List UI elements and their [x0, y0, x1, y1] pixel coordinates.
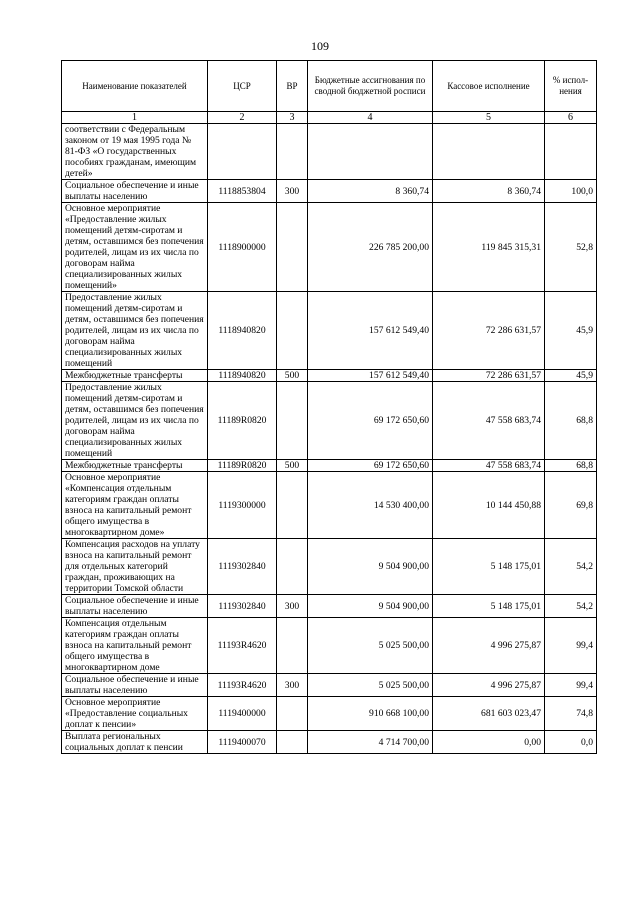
header-vr: ВР: [277, 61, 308, 112]
table-row: [62, 697, 597, 731]
header-name: Наименование показателей: [62, 61, 208, 112]
cell-percent: 45,9: [545, 292, 597, 370]
column-number: 4: [308, 112, 433, 124]
cell-vr: [277, 472, 308, 539]
column-number: 6: [545, 112, 597, 124]
cell-cash: 5 148 175,01: [433, 539, 545, 595]
cell-csr: [208, 124, 277, 180]
cell-percent: 54,2: [545, 539, 597, 595]
cell-csr: 1118900000: [208, 203, 277, 292]
cell-vr: [277, 124, 308, 180]
header-budget: Бюджетные ассигнования по сводной бюджетной росписи: [308, 61, 433, 112]
table-header-row: [62, 61, 597, 112]
header-csr: ЦСР: [208, 61, 277, 112]
cell-csr: 1118940820: [208, 292, 277, 370]
cell-vr: 300: [277, 180, 308, 203]
cell-name: Межбюджетные трансферты: [62, 460, 208, 472]
cell-csr: 1119300000: [208, 472, 277, 539]
budget-table: [61, 60, 597, 754]
cell-budget: 910 668 100,00: [308, 697, 433, 731]
cell-name: Основное мероприятие «Предоставление жилых помещений детям-сиротам и детям, оставшимся без попечения родителей, лицам из их числа по договорам найма специализированных жилых помещений»: [62, 203, 208, 292]
cell-percent: 99,4: [545, 618, 597, 674]
cell-name: Межбюджетные трансферты: [62, 370, 208, 382]
cell-name: Социальное обеспечение и иные выплаты населению: [62, 180, 208, 203]
cell-vr: [277, 539, 308, 595]
cell-percent: 74,8: [545, 697, 597, 731]
table-row: [62, 674, 597, 697]
cell-vr: [277, 618, 308, 674]
header-percent: % испол-нения: [545, 61, 597, 112]
cell-vr: 500: [277, 370, 308, 382]
cell-csr: 1119400000: [208, 697, 277, 731]
cell-budget: 157 612 549,40: [308, 370, 433, 382]
cell-budget: 5 025 500,00: [308, 674, 433, 697]
cell-budget: 9 504 900,00: [308, 539, 433, 595]
cell-csr: 1118853804: [208, 180, 277, 203]
cell-csr: 1118940820: [208, 370, 277, 382]
cell-budget: 69 172 650,60: [308, 382, 433, 460]
cell-percent: 54,2: [545, 595, 597, 618]
cell-percent: 52,8: [545, 203, 597, 292]
cell-budget: [308, 124, 433, 180]
column-number: 5: [433, 112, 545, 124]
table-row: [62, 539, 597, 595]
cell-vr: [277, 731, 308, 754]
table-row: [62, 124, 597, 180]
table-row: [62, 382, 597, 460]
column-number: 1: [62, 112, 208, 124]
cell-name: Основное мероприятие «Компенсация отдельным категориям граждан оплаты взноса на капитальный ремонт общего имущества в многоквартирном доме»: [62, 472, 208, 539]
cell-budget: 157 612 549,40: [308, 292, 433, 370]
column-number-row: [62, 112, 597, 124]
header-cash: Кассовое исполнение: [433, 61, 545, 112]
cell-cash: 0,00: [433, 731, 545, 754]
cell-percent: 68,8: [545, 382, 597, 460]
cell-budget: 9 504 900,00: [308, 595, 433, 618]
cell-csr: 1119302840: [208, 539, 277, 595]
cell-vr: 300: [277, 674, 308, 697]
cell-cash: 72 286 631,57: [433, 370, 545, 382]
cell-budget: 5 025 500,00: [308, 618, 433, 674]
cell-csr: 11189R0820: [208, 460, 277, 472]
table-row: [62, 472, 597, 539]
cell-percent: [545, 124, 597, 180]
cell-budget: 14 530 400,00: [308, 472, 433, 539]
cell-percent: 45,9: [545, 370, 597, 382]
cell-percent: 68,8: [545, 460, 597, 472]
cell-percent: 0,0: [545, 731, 597, 754]
cell-cash: 72 286 631,57: [433, 292, 545, 370]
cell-cash: [433, 124, 545, 180]
cell-name: Основное мероприятие «Предоставление социальных доплат к пенсии»: [62, 697, 208, 731]
cell-csr: 11193R4620: [208, 618, 277, 674]
cell-csr: 11193R4620: [208, 674, 277, 697]
cell-cash: 119 845 315,31: [433, 203, 545, 292]
table-row: [62, 370, 597, 382]
table-row: [62, 731, 597, 754]
column-number: 3: [277, 112, 308, 124]
cell-csr: 11189R0820: [208, 382, 277, 460]
cell-name: Социальное обеспечение и иные выплаты населению: [62, 595, 208, 618]
cell-vr: [277, 203, 308, 292]
cell-percent: 99,4: [545, 674, 597, 697]
cell-cash: 47 558 683,74: [433, 382, 545, 460]
cell-name: Выплата региональных социальных доплат к пенсии: [62, 731, 208, 754]
cell-name: Предоставление жилых помещений детям-сиротам и детям, оставшимся без попечения родителей, лицам из их числа по договорам найма специализированных жилых помещений: [62, 292, 208, 370]
cell-cash: 681 603 023,47: [433, 697, 545, 731]
table-row: [62, 180, 597, 203]
cell-budget: 226 785 200,00: [308, 203, 433, 292]
cell-cash: 5 148 175,01: [433, 595, 545, 618]
cell-budget: 69 172 650,60: [308, 460, 433, 472]
table-row: [62, 292, 597, 370]
cell-cash: 8 360,74: [433, 180, 545, 203]
cell-budget: 8 360,74: [308, 180, 433, 203]
cell-name: Социальное обеспечение и иные выплаты населению: [62, 674, 208, 697]
cell-csr: 1119400070: [208, 731, 277, 754]
cell-vr: [277, 697, 308, 731]
cell-budget: 4 714 700,00: [308, 731, 433, 754]
page-number: 109: [311, 39, 329, 53]
cell-vr: [277, 292, 308, 370]
cell-vr: 300: [277, 595, 308, 618]
column-number: 2: [208, 112, 277, 124]
cell-name: Компенсация отдельным категориям граждан оплаты взноса на капитальный ремонт общего имущества в многоквартирном доме: [62, 618, 208, 674]
table-row: [62, 595, 597, 618]
cell-cash: 4 996 275,87: [433, 618, 545, 674]
cell-name: соответствии с Федеральным законом от 19 мая 1995 года № 81-ФЗ «О государственных пособиях гражданам, имеющим детей»: [62, 124, 208, 180]
cell-cash: 10 144 450,88: [433, 472, 545, 539]
cell-name: Предоставление жилых помещений детям-сиротам и детям, оставшимся без попечения родителей, лицам из их числа по договорам найма специализированных жилых помещений: [62, 382, 208, 460]
cell-cash: 47 558 683,74: [433, 460, 545, 472]
cell-csr: 1119302840: [208, 595, 277, 618]
table-row: [62, 203, 597, 292]
table-row: [62, 618, 597, 674]
cell-name: Компенсация расходов на уплату взноса на капитальный ремонт для отдельных категорий граждан, проживающих на территории Томской области: [62, 539, 208, 595]
table-row: [62, 460, 597, 472]
cell-cash: 4 996 275,87: [433, 674, 545, 697]
cell-percent: 100,0: [545, 180, 597, 203]
cell-vr: 500: [277, 460, 308, 472]
cell-vr: [277, 382, 308, 460]
cell-percent: 69,8: [545, 472, 597, 539]
